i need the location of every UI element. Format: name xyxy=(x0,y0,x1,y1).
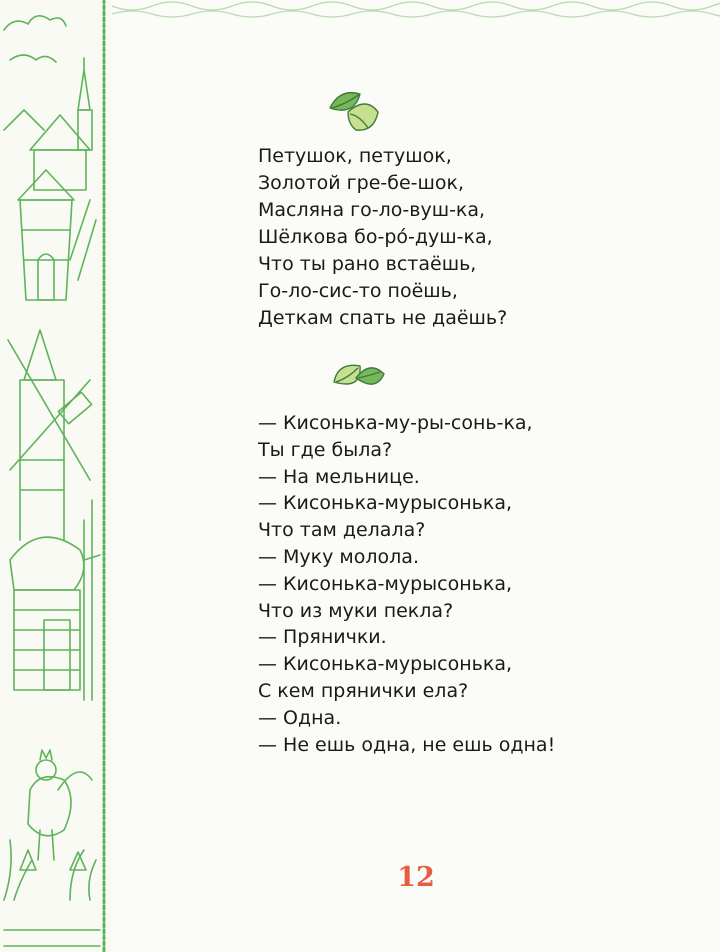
poem-line: Ты где была? xyxy=(258,438,393,461)
poem-line: — На мельнице. xyxy=(258,465,420,488)
poem-line: Петушок, петушок, xyxy=(258,145,452,167)
poem-line: — Не ешь одна, не ешь одна! xyxy=(258,733,556,756)
poem-line: Деткам спать не даёшь? xyxy=(258,307,508,329)
poem-line: Го-ло-сис-то поёшь, xyxy=(258,280,458,302)
poem-line: — Кисонька-мурысонька, xyxy=(258,492,513,515)
poem-line: — Муку молола. xyxy=(258,545,419,568)
leaf-ornament-2 xyxy=(330,358,386,400)
side-illustration xyxy=(0,0,112,952)
top-illustration-strip xyxy=(112,0,720,22)
poem-line: — Кисонька-му-ры-сонь-ка, xyxy=(258,412,533,434)
poem-line: — Прянички. xyxy=(258,626,387,649)
poem-kisonka xyxy=(258,410,555,758)
page-number: 12 xyxy=(397,862,435,893)
poem-line: Что из муки пекла? xyxy=(258,599,454,622)
poem-line: — Одна. xyxy=(258,706,342,729)
poem-line: Что там делала? xyxy=(258,519,426,542)
poem-line: Масляна го-ло-вуш-ка, xyxy=(258,199,486,221)
poem-line: Шёлкова бо-ро́-душ-ка, xyxy=(258,226,493,248)
poem-line: Золотой гре-бе-шок, xyxy=(258,172,465,194)
poem-line: — Кисонька-мурысонька, xyxy=(258,572,513,595)
village-drawing xyxy=(0,0,112,952)
poem-line: Что ты рано встаёшь, xyxy=(258,253,477,275)
poem-line: С кем прянички ела? xyxy=(258,679,469,702)
poem-line: — Кисонька-мурысонька, xyxy=(258,653,513,676)
poem-petushok xyxy=(258,143,507,332)
leaf-ornament-1 xyxy=(326,86,382,132)
